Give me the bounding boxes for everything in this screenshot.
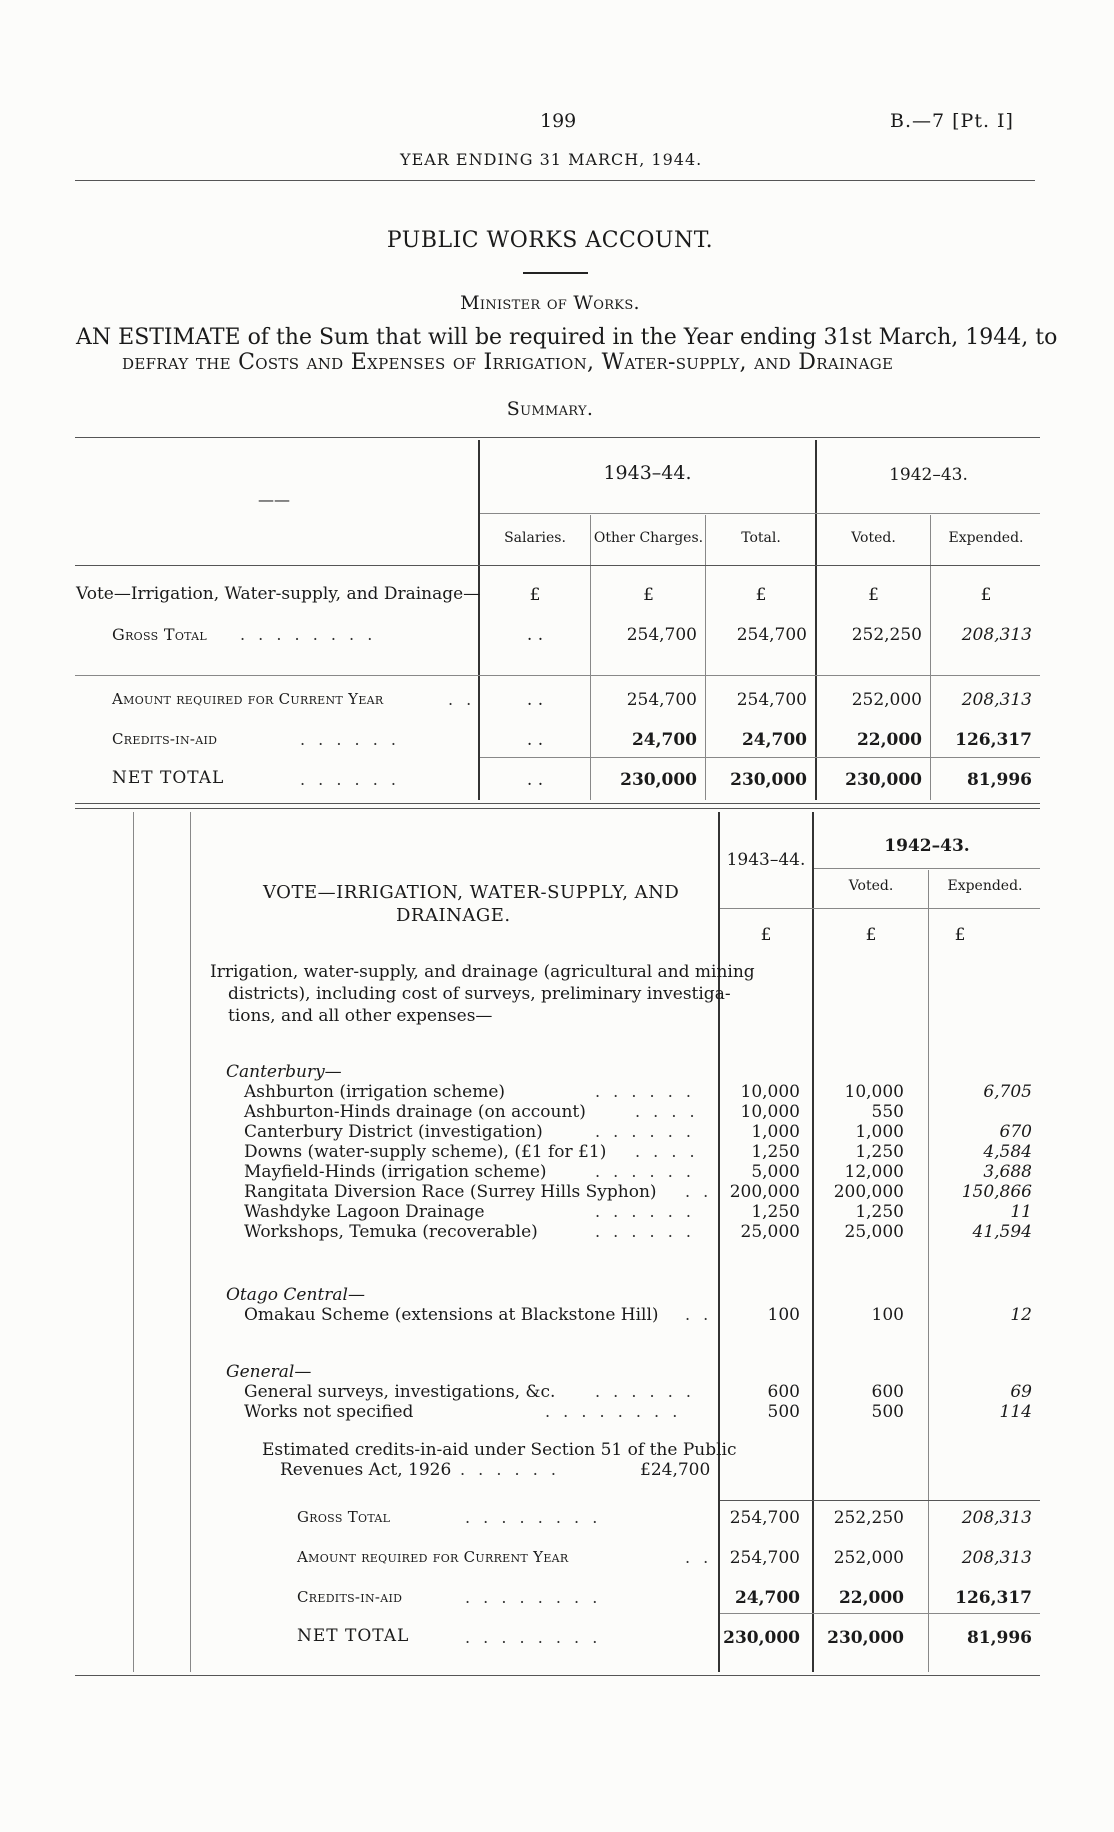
group-heading-canterbury: Canterbury— (226, 1062, 342, 1082)
account-title: PUBLIC WORKS ACCOUNT. (386, 228, 714, 253)
minister-line: Minister of Works. (460, 292, 640, 314)
detail-col-voted: Voted. (848, 878, 894, 894)
detail-col-expended: Expended. (947, 878, 1023, 894)
group-heading-otago: Otago Central— (226, 1285, 365, 1305)
year-ending-line: YEAR ENDING 31 MARCH, 1944. (400, 150, 703, 169)
estimate-line-2: defray the Costs and Expenses of Irrigation, Water-supply, and Drainage (122, 350, 894, 375)
intro-line-2: districts), including cost of surveys, preliminary investiga- (228, 984, 731, 1004)
summary-year-current: 1943–44. (603, 462, 692, 484)
page-number: 199 (540, 110, 577, 132)
currency-symbol: £ (760, 925, 772, 945)
summary-blank-dash: —— (258, 490, 290, 509)
currency-symbol: £ (865, 925, 877, 945)
currency-symbol: £ (954, 925, 966, 945)
col-voted: Voted. (851, 530, 896, 546)
title-underline (523, 272, 588, 274)
summary-heading: Summary. (506, 398, 594, 420)
col-expended: Expended. (948, 530, 1024, 546)
group-heading-general: General— (226, 1362, 312, 1382)
currency-symbol: £ (755, 585, 767, 605)
credits-note-line-2: Revenues Act, 1926 (280, 1460, 452, 1480)
document-reference: B.—7 [Pt. I] (890, 110, 1014, 132)
col-total: Total. (741, 530, 781, 546)
credits-note-dots: . . . . . . (460, 1460, 560, 1479)
credits-note-amount: £24,700 (640, 1460, 711, 1480)
detail-year-previous: 1942–43. (884, 836, 970, 856)
summary-vote-label: Vote—Irrigation, Water-supply, and Drainage— (76, 584, 481, 604)
col-salaries: Salaries. (504, 530, 566, 546)
header-rule (75, 180, 1035, 181)
summary-year-previous: 1942–43. (889, 465, 968, 485)
intro-line-3: tions, and all other expenses— (228, 1006, 493, 1026)
intro-line-1: Irrigation, water-supply, and drainage (agricultural and mining (210, 962, 755, 982)
credits-note-line-1: Estimated credits-in-aid under Section 51 of the Public (262, 1440, 737, 1460)
currency-symbol: £ (980, 585, 992, 605)
vote-title-line-1: VOTE—IRRIGATION, WATER-SUPPLY, AND (263, 882, 680, 903)
currency-symbol: £ (529, 585, 541, 605)
detail-year-current: 1943–44. (726, 850, 806, 870)
estimate-line-1: AN ESTIMATE of the Sum that will be required in the Year ending 31st March, 1944, to (76, 325, 1058, 350)
vote-title-line-2: DRAINAGE. (396, 905, 511, 926)
currency-symbol: £ (643, 585, 654, 605)
col-other-charges: Other Charges. (593, 530, 704, 546)
currency-symbol: £ (868, 585, 879, 605)
